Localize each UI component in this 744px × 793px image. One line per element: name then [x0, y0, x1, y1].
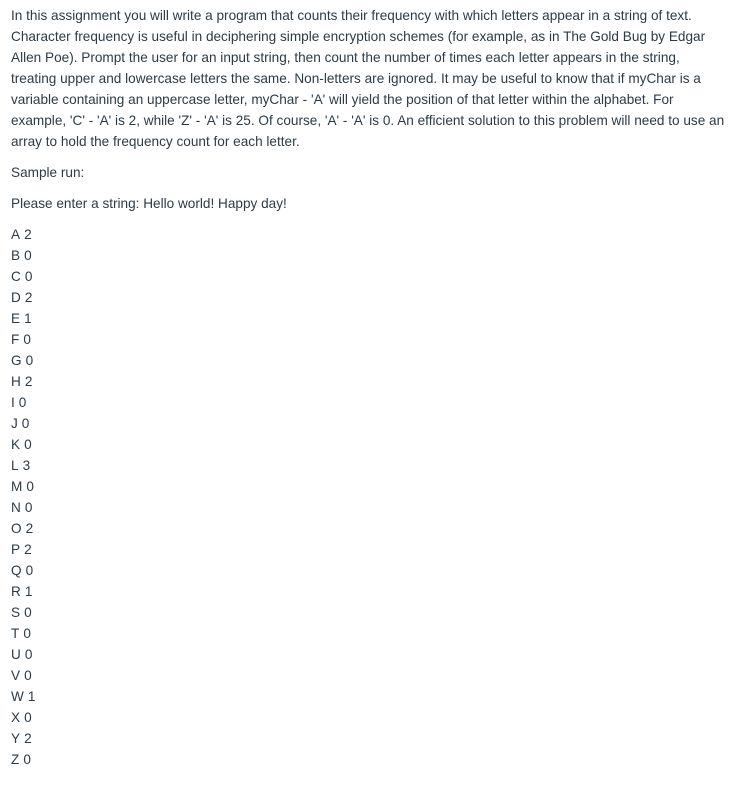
- letter-frequency: 1: [24, 311, 32, 326]
- letter-frequency: 0: [24, 647, 33, 662]
- letter: V: [11, 668, 21, 683]
- letter: O: [11, 521, 22, 536]
- letter-frequency: 0: [24, 248, 32, 263]
- letter: D: [11, 290, 21, 305]
- letter: C: [11, 269, 21, 284]
- letter: E: [11, 311, 21, 326]
- letter-count-row: [11, 686, 733, 707]
- letter-frequency: 0: [23, 626, 31, 641]
- letter-count-row: [11, 728, 733, 749]
- letter-count-row: [11, 371, 733, 392]
- sample-prompt-line: Please enter a string: Hello world! Happy day!: [11, 196, 287, 211]
- letter-frequency: 1: [24, 584, 33, 599]
- letter-count-row: [11, 665, 733, 686]
- letter-frequency: 0: [18, 395, 27, 410]
- letter: Q: [11, 563, 22, 578]
- letter-frequency: 0: [24, 710, 32, 725]
- letter-count-row: [11, 455, 733, 476]
- letter-count-row: [11, 392, 733, 413]
- letter: Y: [11, 731, 21, 746]
- letter-frequency: 0: [24, 437, 32, 452]
- letter: M: [11, 479, 23, 494]
- letter-frequency: 0: [24, 269, 33, 284]
- letter: X: [11, 710, 21, 725]
- letter-count-row: [11, 623, 733, 644]
- letter: W: [11, 689, 24, 704]
- letter-frequency: 0: [24, 500, 33, 515]
- letter: S: [11, 605, 21, 620]
- letter-frequency: 0: [23, 332, 31, 347]
- letter-count-row: [11, 413, 733, 434]
- letter-count-row: [11, 602, 733, 623]
- letter: P: [11, 542, 21, 557]
- letter: J: [11, 416, 18, 431]
- letter-frequency: 3: [22, 458, 31, 473]
- letter: L: [11, 458, 19, 473]
- letter-count-row: [11, 581, 733, 602]
- letter: G: [11, 353, 22, 368]
- letter: F: [11, 332, 20, 347]
- letter-frequency: 0: [25, 563, 34, 578]
- letter-count-row: [11, 497, 733, 518]
- letter-frequency: 0: [24, 668, 32, 683]
- letter-count-list: [11, 224, 733, 770]
- letter: N: [11, 500, 21, 515]
- letter: T: [11, 626, 20, 641]
- letter: Z: [11, 752, 20, 767]
- letter-frequency: 0: [24, 605, 32, 620]
- letter-count-row: [11, 518, 733, 539]
- letter-frequency: 2: [24, 542, 32, 557]
- letter-count-row: [11, 749, 733, 770]
- letter-count-row: [11, 644, 733, 665]
- letter-count-row: [11, 434, 733, 455]
- letter-count-row: [11, 560, 733, 581]
- letter-count-row: [11, 287, 733, 308]
- letter-count-row: [11, 350, 733, 371]
- letter-count-row: [11, 329, 733, 350]
- letter-count-row: [11, 266, 733, 287]
- letter-count-row: [11, 224, 733, 245]
- letter: R: [11, 584, 21, 599]
- letter-frequency: 0: [23, 752, 31, 767]
- letter: U: [11, 647, 21, 662]
- letter: K: [11, 437, 21, 452]
- assignment-description: In this assignment you will write a program that counts their frequency with which letters appear in a string of text. Character frequency is useful in deciphering simple encryption schemes (for example, as in The Gold Bug by Edgar Allen Poe). Prompt the user for an input string, then count the number of times each letter appears in the string, treating upper and lowercase letters the same. Non-letters are ignored. It may be useful to know that if myChar is a variable containing an uppercase letter, myChar - 'A' will yield the position of that letter within the alphabet. For example, 'C' - 'A' is 2, while 'Z' - 'A' is 25. Of course, 'A' - 'A' is 0. An efficient solution to this problem will need to use an array to hold the frequency count for each letter.: [11, 8, 725, 149]
- letter-frequency: 2: [24, 290, 33, 305]
- letter: B: [11, 248, 21, 263]
- letter-count-row: [11, 539, 733, 560]
- sample-run-label: Sample run:: [11, 165, 85, 180]
- letter-count-row: [11, 476, 733, 497]
- letter-frequency: 0: [25, 353, 34, 368]
- letter: I: [11, 395, 15, 410]
- letter-count-row: [11, 245, 733, 266]
- letter-frequency: 2: [24, 374, 33, 389]
- letter-frequency: 2: [24, 227, 32, 242]
- letter: H: [11, 374, 21, 389]
- letter-frequency: 0: [26, 479, 34, 494]
- letter-frequency: 2: [24, 731, 32, 746]
- letter-count-row: [11, 707, 733, 728]
- letter-frequency: 0: [21, 416, 30, 431]
- letter-frequency: 2: [25, 521, 34, 536]
- letter-count-row: [11, 308, 733, 329]
- letter: A: [11, 227, 21, 242]
- letter-frequency: 1: [27, 689, 36, 704]
